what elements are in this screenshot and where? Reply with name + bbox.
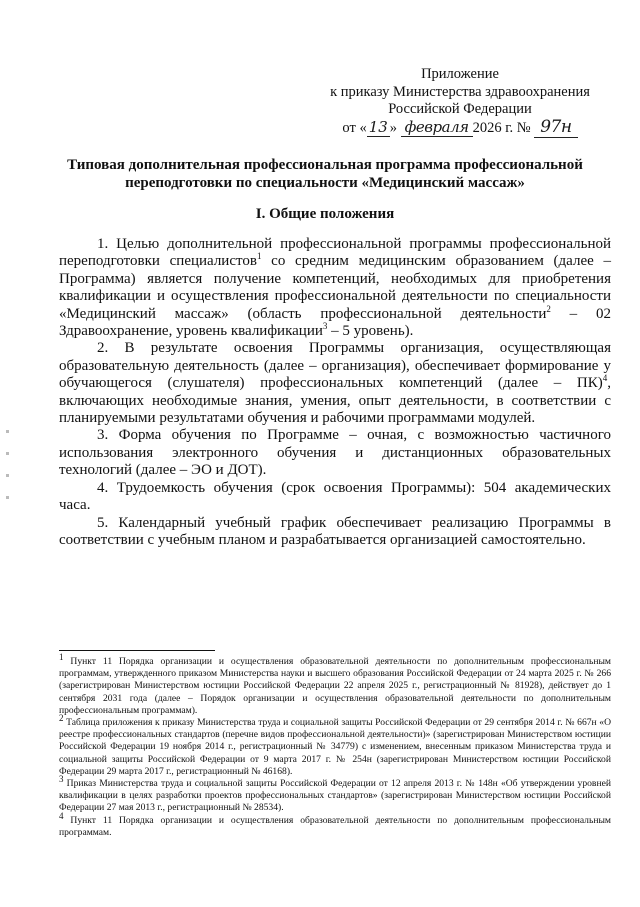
footnote-text: Таблица приложения к приказу Министерства труда и социальной защиты Российской Федерации от 29 сентября 2014 г. № 667н «О реестре профессиональных стандартов (перечне видов профессиональной деятельности)» (зарегистрирован Министерством юстиции Российской Федерации 19 ноября 2014 г., регистрационный № 34779) с изменением, внесенным приказом Министерства труда и социальной защиты Российской Федерации от 9 марта 2017 г. № 254н (зарегистрирован Министерством юстиции Российской Федерации 29 марта 2017 г., регистрационный № 46168). bbox=[59, 717, 611, 777]
scan-margin-marks bbox=[6, 430, 16, 510]
footnote-mark: 4 bbox=[59, 810, 64, 821]
footnote-mark: 1 bbox=[59, 651, 64, 662]
handwritten-day: 13 bbox=[368, 117, 388, 136]
footnote-text: Пункт 11 Порядка организации и осуществления образовательной деятельности по дополнительным профессиональным программам. bbox=[59, 814, 611, 838]
handwritten-order-number: 97н bbox=[534, 117, 577, 138]
footnote-text: Приказ Министерства труда и социальной защиты Российской Федерации от 12 апреля 2013 г. № 148н «Об утверждении уровней квалификации в целях разработки проектов профессиональных стандартов» (зарегистрирован Министерством юстиции Российской Федерации 27 мая 2013 г., регистрационный № 28534). bbox=[59, 778, 611, 814]
paragraph-2-text-b: , включающих необходимые знания, умения, опыт деятельности, в соответствии с планируемыми результатами обучения и рабочими программами модулей. bbox=[59, 375, 611, 427]
annex-header bbox=[300, 66, 620, 137]
paragraph-1-text-a: 1. Целью дополнительной профессиональной программы профессиональной переподготовки специалистов bbox=[59, 236, 611, 270]
annex-date-line bbox=[300, 116, 620, 138]
footnote-4 bbox=[59, 810, 611, 839]
paragraph-2 bbox=[59, 340, 611, 427]
footnote-ref-2: 2 bbox=[546, 303, 551, 314]
paragraph-3: 3. Форма обучения по Программе – очная, с возможностью частичного использования электронного обучения и дистанционных образовательных технологий (далее – ЭО и ДОТ). bbox=[59, 427, 611, 479]
document-title: Типовая дополнительная профессиональная программа профессиональной переподготовки по специальности «Медицинский массаж» bbox=[67, 157, 583, 191]
date-year: 2026 г. № bbox=[472, 119, 531, 136]
footnote-mark: 2 bbox=[59, 712, 64, 723]
footnote-ref-1: 1 bbox=[256, 251, 262, 262]
date-mid: » bbox=[389, 119, 401, 136]
footnote-ref-4: 4 bbox=[602, 373, 608, 384]
paragraph-1 bbox=[59, 236, 611, 340]
annex-order-line: к приказу Министерства здравоохранения bbox=[330, 83, 590, 100]
paragraph-4: 4. Трудоемкость обучения (срок освоения Программы): 504 академических часа. bbox=[59, 479, 611, 514]
footnote-3 bbox=[59, 773, 611, 815]
footnote-mark: 3 bbox=[59, 773, 64, 784]
annex-federation-line: Российской Федерации bbox=[388, 101, 532, 117]
paragraph-1-text-c: – 02 Здравоохранение, уровень квалификации bbox=[59, 305, 612, 340]
annex-title: Приложение bbox=[421, 66, 499, 82]
footnote-1 bbox=[59, 651, 611, 717]
footnote-ref-3: 3 bbox=[322, 321, 328, 332]
handwritten-month: февраля bbox=[401, 118, 473, 137]
footnote-2 bbox=[59, 712, 611, 778]
section-heading: I. Общие положения bbox=[255, 206, 395, 222]
footnote-text: Пункт 11 Порядка организации и осуществления образовательной деятельности по дополнительным профессиональным программам, утвержденного приказом Министерства науки и высшего образования Российской Федерации от 24 марта 2025 г. № 266 (зарегистрирован Министерством юстиции Российской Федерации 22 апреля 2025 г., регистрационный № 81928), действует до 1 сентября 2031 года (далее – Порядок организации и осуществления образовательной деятельности по дополнительным профессиональным программам). bbox=[59, 656, 611, 716]
paragraph-5: 5. Календарный учебный график обеспечивает реализацию Программы в соответствии с учебным планом и разрабатывается организацией самостоятельно. bbox=[59, 514, 611, 548]
paragraph-2-text-a: 2. В результате освоения Программы организация, осуществляющая образовательную деятельность (далее – организация), обеспечивает формирование у обучающегося (слушателя) профессиональных компетенций (далее – ПК) bbox=[59, 340, 611, 392]
document-body bbox=[59, 236, 611, 549]
footnotes bbox=[59, 651, 611, 839]
paragraph-1-text-b: со средним медицинским образованием (далее – Программа) является получение компетенций, необходимых для приобретения квалификации и осуществления профессиональной деятельности по специальности «Медицинский массаж» (область профессиональной деятельности bbox=[59, 253, 611, 322]
footnote-separator bbox=[59, 650, 215, 651]
paragraph-1-text-d: – 5 уровень). bbox=[327, 323, 414, 340]
date-prefix: от « bbox=[342, 119, 367, 136]
